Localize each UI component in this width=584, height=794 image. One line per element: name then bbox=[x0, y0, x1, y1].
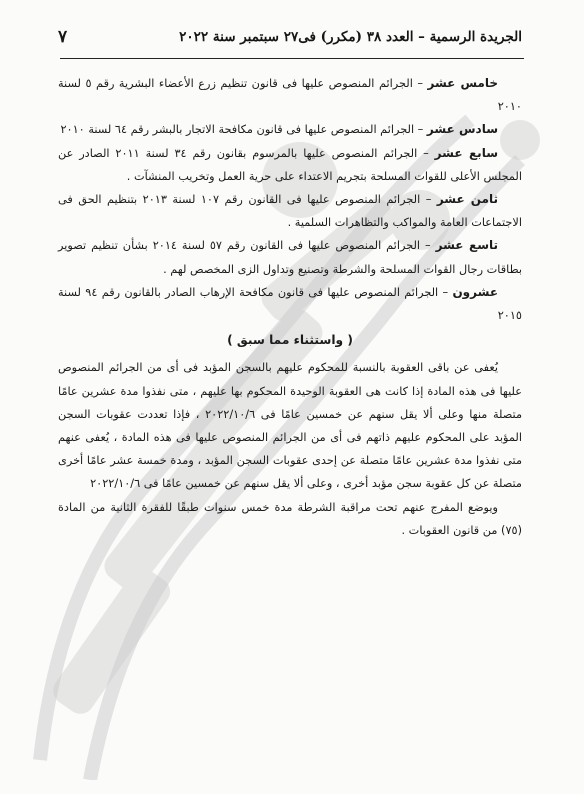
clause-19 bbox=[58, 234, 522, 280]
clause-18 bbox=[58, 188, 522, 234]
clause-label: سابع عشر bbox=[434, 145, 498, 160]
clause-text: – الجرائم المنصوص عليها فى قانون مكافحة الإرهاب الصادر بالقانون رقم ٩٤ لسنة ٢٠١٥ bbox=[58, 285, 522, 323]
clause-label: عشرون bbox=[452, 284, 499, 299]
clause-text: – الجرائم المنصوص عليها فى قانون تنظيم زرع الأعضاء البشرية رقم ٥ لسنة ٢٠١٠ bbox=[58, 77, 522, 114]
page-header bbox=[58, 22, 522, 52]
header-divider bbox=[60, 58, 524, 59]
page-number: ٧ bbox=[58, 27, 68, 47]
clause-text: – الجرائم المنصوص عليها فى القانون رقم ١٠٧ لسنة ٢٠١٣ بتنظيم الحق فى الاجتماعات العامة والمواكب والتظاهرات السلمية . bbox=[58, 193, 522, 230]
clause-label: تاسع عشر bbox=[435, 238, 499, 253]
police-supervision-paragraph: ويوضع المفرج عنهم تحت مراقبة الشرطة مدة خمس سنوات طبقًا للفقرة الثانية من المادة (٧٥) من قانون العقوبات . bbox=[58, 500, 522, 537]
clause-label: خامس عشر bbox=[427, 76, 499, 90]
clause-label: سادس عشر bbox=[426, 122, 498, 137]
exemption-paragraph: يُعفى عن باقى العقوبة بالنسبة للمحكوم عليهم بالسجن المؤبد فى أى من الجرائم المنصوص عليها فى هذه المادة إذا كانت هى العقوبة الوحيدة المحكوم بها عليهم ، متى نفذوا مدة عشرين عامًا متصلة منها وعلى ألا يقل سنهم عن خمسين عامًا فى ٢٠٢٢/١٠/٦ ، فإذا تعددت عقوبات السجن المؤبد على المحكوم عليهم ذاتهم فى أى من الجرائم المنصوص عليها فى هذه المادة ، يُعفى عنهم متى نفذوا مدة عشرين عامًا متصلة عن إحدى عقوبات السجن المؤبد ، ومدة خمسة عشر عامًا أخرى متصلة عن كل عقوبة سجن مؤبد أخرى ، وعلى ألا يقل سنهم عن خمسين عامًا فى ٢٠٢٢/١٠/٦ bbox=[58, 361, 522, 491]
section-heading: ( واستثناء مما سبق ) bbox=[227, 333, 353, 348]
clause-16 bbox=[58, 118, 522, 141]
clause-text: – الجرائم المنصوص عليها بالمرسوم بقانون رقم ٣٤ لسنة ٢٠١١ الصادر عن المجلس الأعلى للقوات المسلحة بتجريم الاعتداء على حرية العمل وتخريب المنشآت . bbox=[58, 146, 522, 183]
clause-text: – الجرائم المنصوص عليها فى قانون مكافحة الاتجار بالبشر رقم ٦٤ لسنة ٢٠١٠ bbox=[60, 123, 427, 137]
clause-text: – الجرائم المنصوص عليها فى القانون رقم ٥٧ لسنة ٢٠١٤ بشأن تنظيم تصوير بطاقات رجال القوات المسلحة والشرطة وتصنيع وتداول الزى المخصص لهم . bbox=[58, 239, 522, 276]
clause-17 bbox=[58, 142, 522, 188]
gazette-title: الجريدة الرسمية – العدد ٣٨ (مكرر) فى٢٧ سبتمبر سنة ٢٠٢٢ bbox=[179, 29, 522, 45]
clause-15 bbox=[58, 72, 522, 118]
clause-label: ثامن عشر bbox=[436, 192, 499, 207]
document-body bbox=[58, 72, 522, 542]
clause-20 bbox=[58, 281, 522, 327]
